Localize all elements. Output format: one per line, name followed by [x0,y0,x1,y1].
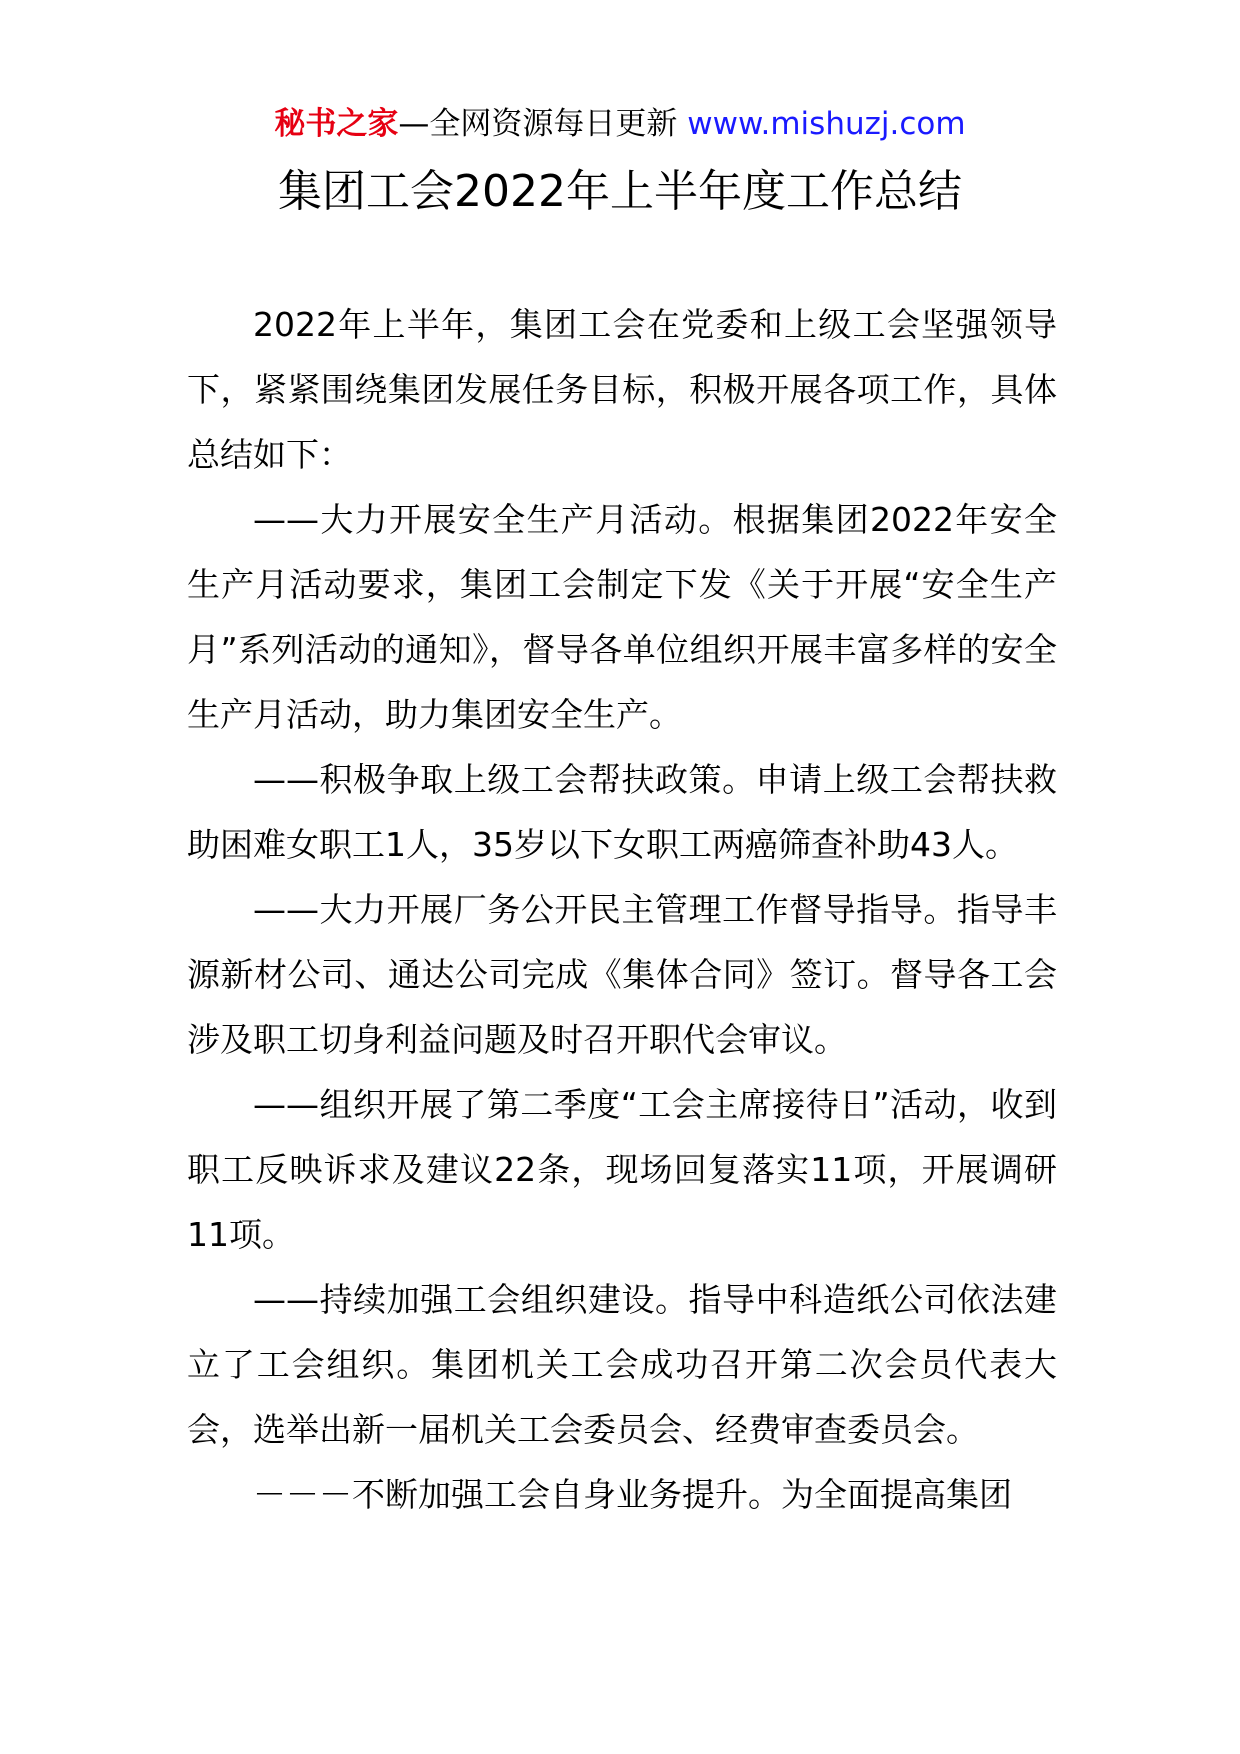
page-header [0,102,1240,146]
site-link[interactable]: www.mishuzj.com [687,106,966,142]
paragraph-reception-day: ——组织开展了第二季度“工会主席接待日”活动，收到职工反映诉求及建议22条，现场回复落实11项，开展调研11项。 [187,1085,1057,1254]
paragraph-intro: 2022年上半年，集团工会在党委和上级工会坚强领导下，紧紧围绕集团发展任务目标，积极开展各项工作，具体总结如下： [187,305,1057,474]
document-body [187,292,1057,1527]
paragraph-assistance-policy: ——积极争取上级工会帮扶政策。申请上级工会帮扶救助困难女职工1人，35岁以下女职工两癌筛查补助43人。 [187,760,1057,864]
header-tagline: —全网资源每日更新 [398,106,678,142]
brand-name: 秘书之家 [274,106,399,142]
paragraph-business-improvement: －－－不断加强工会自身业务提升。为全面提高集团 [253,1475,1012,1514]
document-title: 集团工会2022年上半年度工作总结 [278,166,962,217]
paragraph-safety-month: ——大力开展安全生产月活动。根据集团2022年安全生产月活动要求，集团工会制定下发《关于开展“安全生产月”系列活动的通知》，督导各单位组织开展丰富多样的安全生产月活动，助力集团安全生产。 [187,500,1057,734]
paragraph-democratic-management: ——大力开展厂务公开民主管理工作督导指导。指导丰源新材公司、通达公司完成《集体合同》签订。督导各工会涉及职工切身利益问题及时召开职代会审议。 [187,890,1057,1059]
paragraph-organization-building: ——持续加强工会组织建设。指导中科造纸公司依法建立了工会组织。集团机关工会成功召开第二次会员代表大会，选举出新一届机关工会委员会、经费审查委员会。 [187,1280,1057,1449]
